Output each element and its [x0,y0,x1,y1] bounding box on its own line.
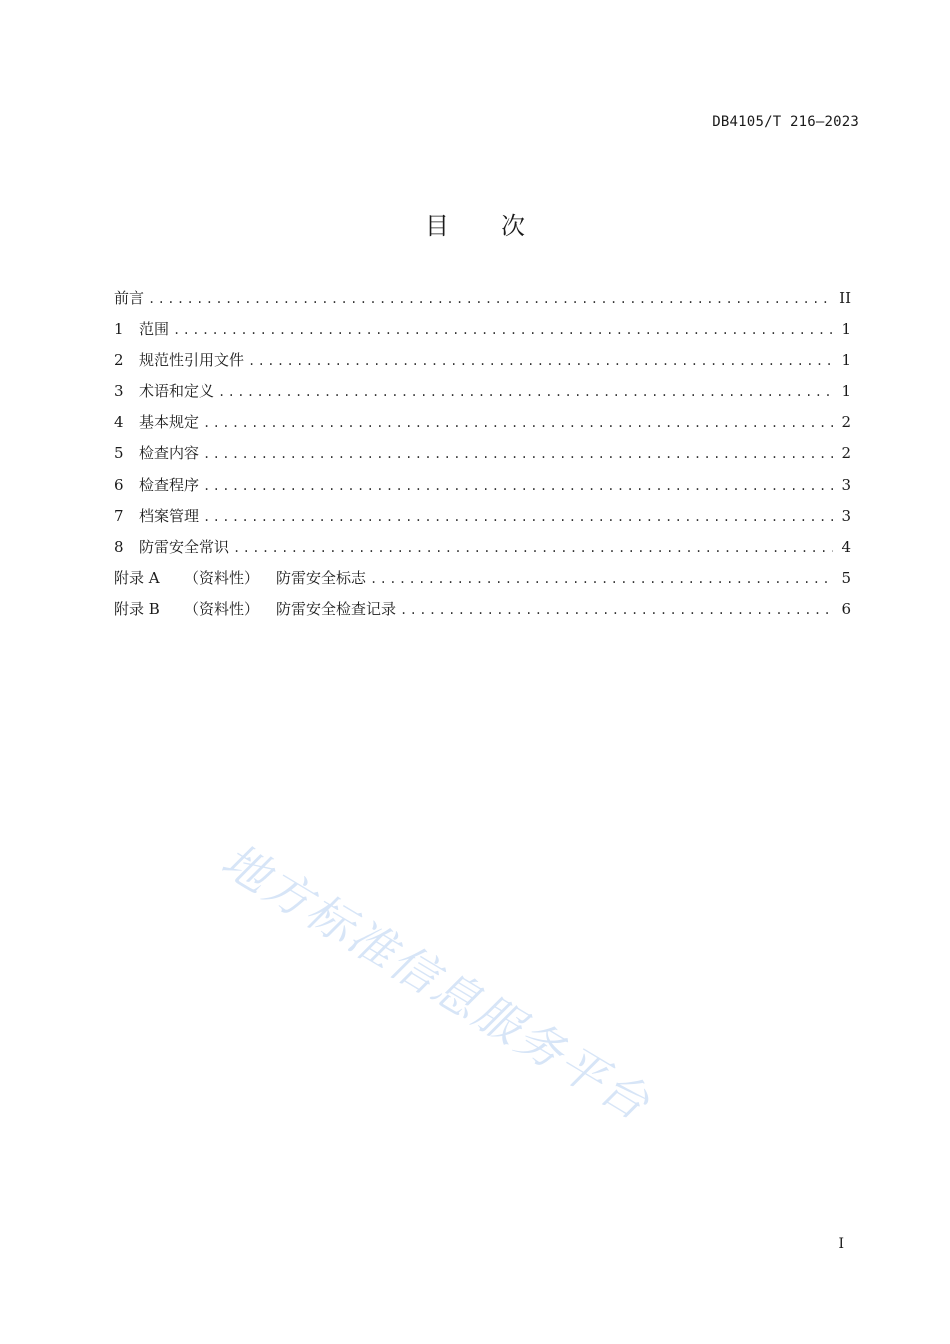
toc-entry-6[interactable] [114,474,851,505]
toc-entry-7[interactable] [114,505,851,536]
toc-entry-label: 基本规定 [139,413,200,432]
toc-entry-page: 3 [841,506,851,525]
toc-title [0,206,950,241]
toc-entry-label: 防雷安全标志 [276,568,367,587]
toc-entry-label: 防雷安全常识 [139,537,230,556]
toc-list [114,287,851,629]
toc-entry-number: 3 [114,382,124,401]
document-code: DB4105/T 216—2023 [712,114,859,130]
toc-leader-dots [203,510,833,524]
toc-entry-2[interactable] [114,349,851,380]
toc-entry-4[interactable] [114,411,851,442]
toc-entry-5[interactable] [114,442,851,473]
toc-entry-page: 3 [841,475,851,494]
toc-entry-page: 1 [841,351,851,370]
toc-entry-label: 前言 [114,289,145,307]
toc-entry-page: 1 [841,320,851,339]
toc-entry-number: 7 [114,506,124,525]
toc-leader-dots [148,292,831,306]
toc-entry-label: 范围 [139,320,170,339]
toc-leader-dots [370,572,833,586]
toc-entry-page: 2 [841,413,851,432]
toc-leader-dots [400,603,833,617]
toc-entry-8[interactable] [114,536,851,567]
toc-leader-dots [233,541,833,555]
toc-entry-page: 6 [841,599,851,618]
toc-entry-number: 6 [114,475,124,494]
footer-page-number: I [838,1236,844,1252]
toc-entry-page: II [839,289,851,307]
toc-entry-number: 1 [114,320,124,339]
toc-title-char-2: 次 [501,212,525,240]
toc-entry-annex-b[interactable] [114,598,851,629]
toc-leader-dots [203,447,833,461]
toc-title-char-1: 目 [425,212,449,240]
toc-leader-dots [203,479,833,493]
toc-leader-dots [218,385,833,399]
toc-entry-label: 术语和定义 [139,382,215,401]
toc-annex-tag: 附录 A [114,568,160,587]
toc-entry-label: 防雷安全检查记录 [276,599,397,618]
toc-entry-annex-a[interactable] [114,567,851,598]
toc-entry-foreword[interactable] [114,287,851,318]
toc-leader-dots [248,354,833,368]
toc-leader-dots [203,416,833,430]
toc-entry-number: 2 [114,351,124,370]
toc-entry-label: 检查程序 [139,475,200,494]
toc-entry-number: 8 [114,537,124,556]
toc-annex-type: （资料性） [184,568,260,587]
toc-entry-number: 5 [114,444,124,463]
toc-entry-label: 检查内容 [139,444,200,463]
toc-entry-label: 档案管理 [139,506,200,525]
toc-entry-page: 1 [841,382,851,401]
toc-entry-label: 规范性引用文件 [139,351,245,370]
toc-entry-page: 5 [841,568,851,587]
toc-entry-3[interactable] [114,380,851,411]
toc-entry-number: 4 [114,413,124,432]
toc-leader-dots [173,323,833,337]
toc-annex-type: （资料性） [184,599,260,618]
watermark: 地方标准信息服务平台 [212,832,661,1132]
toc-entry-page: 4 [841,537,851,556]
toc-entry-page: 2 [841,444,851,463]
toc-annex-tag: 附录 B [114,599,160,618]
toc-entry-1[interactable] [114,318,851,349]
